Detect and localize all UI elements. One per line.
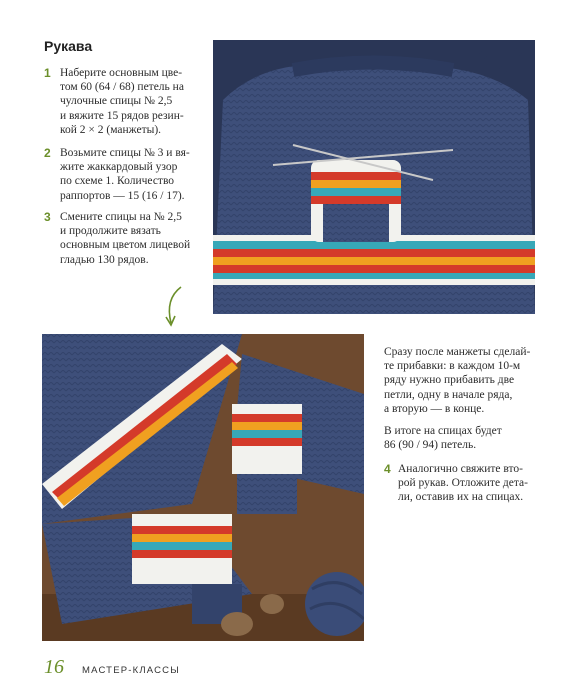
curved-arrow-icon	[163, 285, 185, 329]
step-text: Смените спицы на № 2,5 и продолжите вязать основным цветом лицевой гладью 130 рядов.	[60, 211, 191, 266]
step-text: Аналогично свяжите вто- рой рукав. Отложите дета- ли, оставив их на спицах.	[398, 463, 528, 504]
step-number: 2	[44, 146, 51, 160]
step-4	[384, 462, 544, 505]
paragraph-increases: Сразу после манжеты сделай- те прибавки: в каждом 10-м ряду нужно прибавить две петли, одну в начале ряда, а вторую — в конце.	[384, 346, 531, 415]
page-footer	[44, 656, 180, 679]
section-title: Рукава	[44, 38, 93, 54]
step-2	[44, 146, 204, 203]
paragraph-total: В итоге на спицах будет 86 (90 / 94) петель.	[384, 425, 502, 452]
step-number: 1	[44, 66, 51, 80]
right-column-text	[384, 345, 544, 460]
step-1	[44, 66, 204, 137]
section-label: МАСТЕР-КЛАССЫ	[82, 665, 180, 676]
photo-sweater-sleeve-on-needles	[213, 40, 535, 314]
step-3	[44, 210, 204, 267]
step-text: Наберите основным цве- том 60 (64 / 68) петель на чулочные спицы № 2,5 и вяжите 15 рядов резин- кой 2 × 2 (манжеты).	[60, 67, 184, 136]
step-number: 3	[44, 210, 51, 224]
page-number: 16	[44, 656, 64, 678]
photo-finished-sleeve	[42, 334, 364, 641]
step-text: Возьмите спицы № 3 и вя- жите жаккардовый узор по схеме 1. Количество раппортов — 15 (16 / 17).	[60, 147, 190, 202]
step-number: 4	[384, 462, 391, 476]
